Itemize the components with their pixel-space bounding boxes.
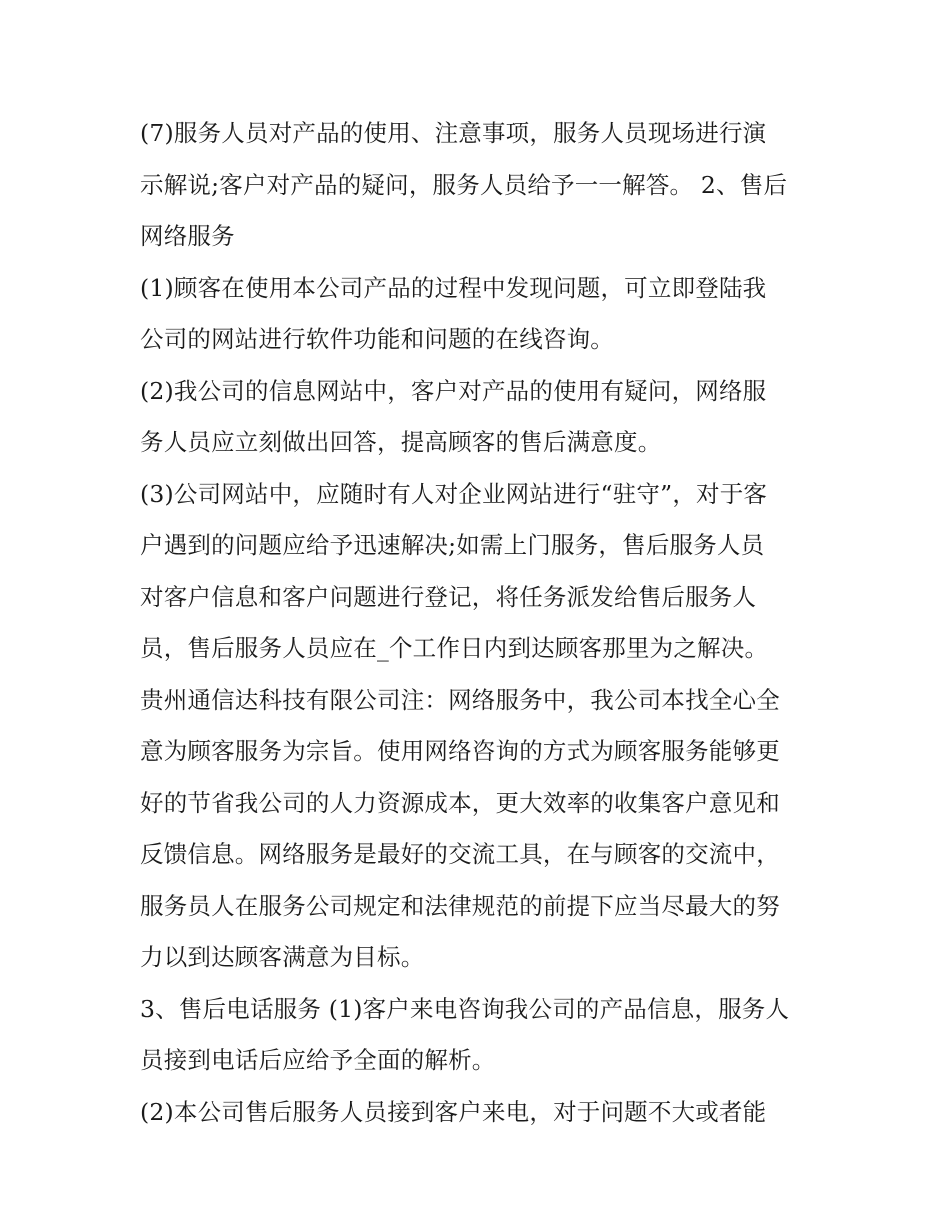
text-line: 3、售后电话服务 (1)客户来电咨询我公司的产品信息，服务人: [140, 994, 790, 1023]
text-line: 服务员人在服务公司规定和法律规范的前提下应当尽最大的努: [140, 891, 780, 920]
text-line: 务人员应立刻做出回答，提高顾客的售后满意度。: [140, 428, 662, 456]
text-line: (3)公司网站中，应随时有人对企业网站进行“驻守”，对于客: [140, 479, 768, 508]
text-line: 员，售后服务人员应在_个工作日内到达顾客那里为之解决。: [140, 634, 769, 662]
text-line: 好的节省我公司的人力资源成本，更大效率的收集客户意见和: [140, 788, 780, 817]
text-line: 员接到电话后应给予全面的解析。: [140, 1046, 496, 1074]
text-line: (1)顾客在使用本公司产品的过程中发现问题，可立即登陆我: [140, 273, 767, 302]
text-line: 公司的网站进行软件功能和问题的在线咨询。: [140, 325, 614, 353]
text-line: 反馈信息。网络服务是最好的交流工具，在与顾客的交流中，: [140, 840, 780, 868]
text-line: (7)服务人员对产品的使用、注意事项，服务人员现场进行演: [140, 119, 767, 147]
text-line: 户遇到的问题应给予迅速解决;如需上门服务，售后服务人员: [140, 531, 765, 559]
text-line: 贵州通信达科技有限公司注：网络服务中，我公司本找全心全: [140, 685, 780, 714]
text-line: 网络服务: [140, 222, 235, 250]
text-line: 示解说;客户对产品的疑问，服务人员给予一一解答。 2、售后: [140, 170, 788, 199]
text-line: 力以到达顾客满意为目标。: [140, 943, 425, 971]
text-line: 对客户信息和客户问题进行登记，将任务派发给售后服务人: [140, 582, 757, 611]
text-line: (2)我公司的信息网站中，客户对产品的使用有疑问，网络服: [140, 376, 767, 405]
document-body: [140, 108, 820, 1138]
text-line: 意为顾客服务为宗旨。使用网络咨询的方式为顾客服务能够更: [140, 737, 780, 765]
text-line: (2)本公司售后服务人员接到客户来电，对于问题不大或者能: [140, 1097, 767, 1126]
